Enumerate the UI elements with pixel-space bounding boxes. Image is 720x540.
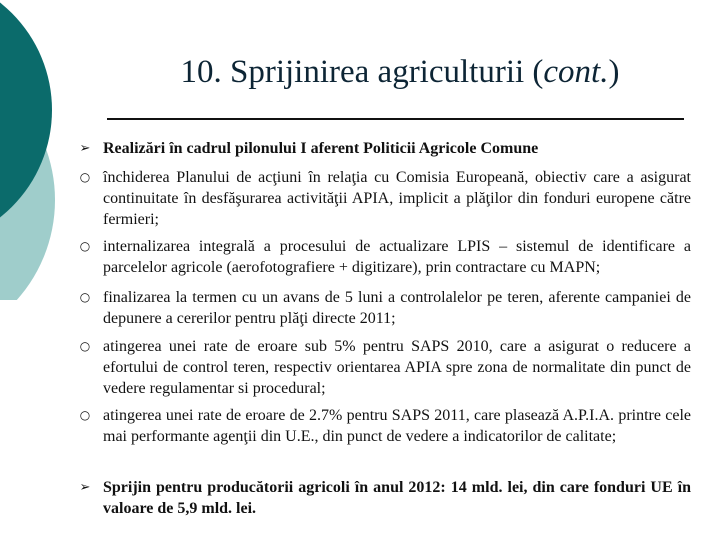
circle-bullet-icon: ○: [79, 239, 91, 253]
arrow-bullet-icon: ➢: [79, 480, 91, 495]
circle-bullet-icon: ○: [79, 290, 91, 304]
list-item-text: Sprijin pentru producătorii agricoli în anul 2012: 14 mld. lei, din care fonduri UE în valoare de 5,9 mld. lei.: [103, 479, 691, 517]
list-item: [79, 336, 691, 399]
list-item: [79, 287, 691, 329]
list-item: [79, 477, 691, 519]
circle-bullet-icon: ○: [79, 408, 91, 422]
list-item: [79, 167, 691, 230]
list-item: [79, 405, 691, 447]
list-item-text: închiderea Planului de acţiuni în relaţia cu Comisia Europeană, obiectiv care a asigurat continuitate în desfăşurarea activităţii APIA, implicit a plăţilor din fonduri europene către fermieri;: [103, 169, 691, 228]
list-item-text: internalizarea integrală a procesului de actualizare LPIS – sistemul de identificare a parcelelor agricole (aerofotografiere + digitizare), prin contractare cu MAPN;: [103, 238, 691, 276]
list-item-text: atingerea unei rate de eroare de 2.7% pentru SAPS 2011, care plasează A.P.I.A. printre cele mai performante agenţii din U.E., din punct de vedere a indicatorilor de calitate;: [103, 407, 691, 445]
circle-bullet-icon: ○: [79, 170, 91, 184]
list-item: [79, 236, 691, 278]
list-item-text: atingerea unei rate de eroare sub 5% pentru SAPS 2010, care a asigurat o reducere a efortului de control teren, respectiv orientarea APIA spre zona de normalitate din punct de vedere regulamentar si procedural;: [103, 338, 691, 397]
arrow-bullet-icon: ➢: [79, 141, 91, 156]
list-item-text: finalizarea la termen cu un avans de 5 luni a controlalelor pe teren, aferente campaniei de depunere a cererilor pentru plăţi directe 2011;: [103, 289, 691, 327]
circle-bullet-icon: ○: [79, 339, 91, 353]
title-main: 10. Sprijinirea agriculturii (: [180, 54, 544, 90]
title-end: ): [608, 54, 620, 90]
title-italic: cont.: [543, 54, 609, 90]
list-item-text: Realizări în cadrul pilonului I aferent Politicii Agricole Comune: [103, 140, 539, 157]
list-item: [79, 138, 691, 159]
